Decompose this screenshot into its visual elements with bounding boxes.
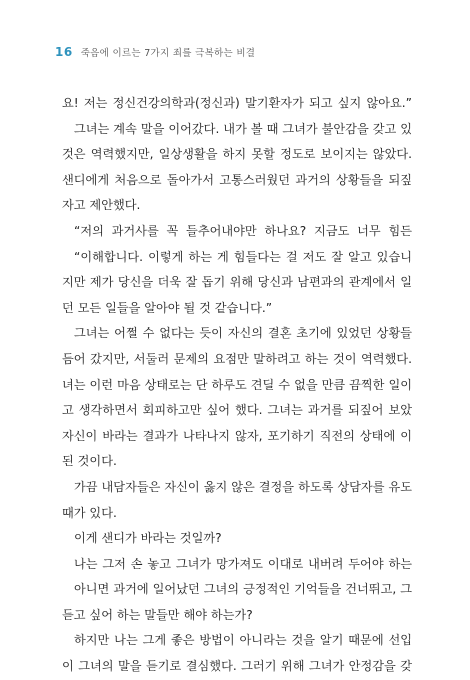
text-line: 요! 저는 정신건강의학과(정신과) 말기환자가 되고 싶지 않아요.”: [62, 96, 412, 110]
text-line: 그녀는 계속 말을 이어갔다. 내가 볼 때 그녀가 불안감을 갖고 있: [74, 121, 412, 136]
text-line: 아니면 과거에 일어났던 그녀의 긍정적인 기억들을 건너뛰고, 그: [74, 582, 412, 597]
text-line: 이게 샌디가 바라는 것일까?: [74, 531, 222, 546]
text-line: 것은 역력했지만, 일상생활을 하지 못할 정도로 보이지는 않았다.: [62, 147, 412, 162]
running-head: [55, 45, 255, 59]
text-line: “이해합니다. 이렇게 하는 게 힘들다는 걸 저도 잘 알고 있습니: [74, 249, 412, 264]
body-text: [62, 91, 412, 680]
text-line: 가끔 내담자들은 자신이 옳지 않은 결정을 하도록 상담자를 유도: [74, 479, 412, 494]
text-line: 그녀는 어쩔 수 없다는 듯이 자신의 결혼 초기에 있었던 상황들: [74, 326, 412, 341]
text-line: 던 모든 일들을 알아야 될 것 같습니다.”: [62, 300, 273, 315]
text-line: “저의 과거사를 꼭 들추어내야만 하나요? 지금도 너무 힘든: [74, 223, 412, 238]
book-title: 죽음에 이르는 7가지 죄를 극복하는 비결: [80, 48, 256, 59]
page-number: 16: [55, 45, 73, 59]
text-line: 이 그녀의 말을 듣기로 결심했다. 그러기 위해 그녀가 안정감을 갖: [62, 659, 412, 674]
text-line: 자신이 바라는 결과가 나타나지 않자, 포기하기 직전의 상태에 이: [62, 428, 412, 443]
text-line: 듣고 싶어 하는 말들만 해야 하는가?: [62, 607, 253, 622]
text-line: 때가 있다.: [62, 505, 117, 520]
text-line: 나는 그저 손 놓고 그녀가 망가져도 이대로 내버려 두어야 하는: [74, 556, 412, 571]
text-line: 녀는 이런 마음 상태로는 단 하루도 견딜 수 없을 만큼 끔찍한 일이: [62, 377, 412, 392]
text-line: 된 것이다.: [62, 454, 117, 469]
text-line: 고 생각하면서 회피하고만 싶어 했다. 그녀는 과거를 되짚어 보았: [62, 403, 412, 418]
text-line: 듬어 갔지만, 서둘러 문제의 요점만 말하려고 하는 것이 역력했다.: [62, 351, 412, 366]
text-line: 샌디에게 처음으로 돌아가서 고통스러웠던 과거의 상황들을 되짚: [62, 172, 412, 187]
text-line: 자고 제안했다.: [62, 198, 141, 213]
text-line: 지만 제가 당신을 더욱 잘 돕기 위해 당신과 남편과의 관계에서 일: [62, 275, 412, 290]
text-line: 하지만 나는 그게 좋은 방법이 아니라는 것을 알기 때문에 선입: [74, 633, 412, 648]
